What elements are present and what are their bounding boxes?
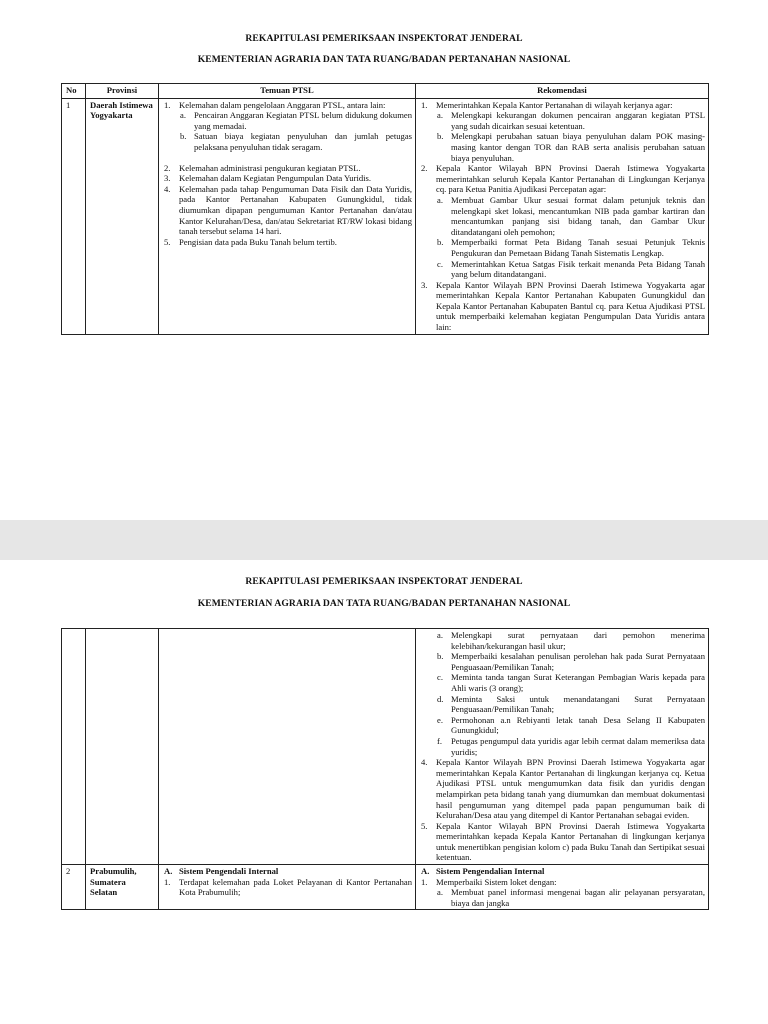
list-item <box>436 672 705 693</box>
list-marker: 3. <box>421 279 428 290</box>
temuan-cell <box>159 865 416 910</box>
list-item <box>163 163 412 174</box>
recommendation-text: Melengkapi perubahan satuan biaya penyuluhan dalam POK masing-masing kantor dengan TOR dan RAB serta analisis perubahan satuan biaya penyuluhan. <box>451 131 705 163</box>
list-marker: a. <box>437 110 443 121</box>
recommendation-text: Membuat panel informasi mengenai bagan alir pelayanan persyaratan, biaya dan jangka <box>451 887 705 908</box>
section-heading <box>420 866 705 877</box>
document-page-2 <box>0 560 768 1024</box>
list-marker: a. <box>437 630 443 640</box>
list-item <box>179 110 412 131</box>
col-header-rekomendasi: Rekomendasi <box>416 84 709 99</box>
recommendation-text: Meminta tanda tangan Surat Keterangan Pembagian Waris kepada para Ahli waris (3 orang); <box>451 672 705 693</box>
province-name: Prabumulih, Sumatera Selatan <box>86 865 159 910</box>
table-row <box>62 629 709 865</box>
list-item <box>436 131 705 163</box>
list-item <box>436 259 705 280</box>
list-item <box>163 877 412 898</box>
finding-text: Terdapat kelemahan pada Loket Pelayanan di Kantor Pertanahan Kota Prabumulih; <box>179 876 412 898</box>
col-header-temuan: Temuan PTSL <box>159 84 416 99</box>
list-marker: 1. <box>421 876 428 887</box>
province-name <box>86 629 159 865</box>
list-marker: 5. <box>164 236 171 247</box>
temuan-cell <box>159 98 416 334</box>
col-header-provinsi: Provinsi <box>86 84 159 99</box>
list-item <box>436 237 705 258</box>
province-name: Daerah Istimewa Yogyakarta <box>86 98 159 334</box>
list-marker: c. <box>437 258 443 269</box>
list-item <box>436 694 705 715</box>
recommendation-text: Petugas pengumpul data yuridis agar lebih cermat dalam memeriksa data yuridis; <box>451 735 705 757</box>
list-item <box>436 736 705 757</box>
list-item <box>163 237 412 248</box>
rekomendasi-cell <box>416 98 709 334</box>
section-title: Sistem Pengendalian Internal <box>436 866 545 877</box>
list-item <box>163 173 412 184</box>
list-item <box>436 651 705 672</box>
list-item <box>436 110 705 131</box>
list-item <box>436 887 705 908</box>
findings-table-continued <box>61 628 709 910</box>
list-marker: 4. <box>164 183 171 194</box>
row-number: 1 <box>62 98 86 334</box>
ministry-title: KEMENTERIAN AGRARIA DAN TATA RUANG/BADAN PERTANAHAN NASIONAL <box>197 598 571 609</box>
list-marker: b. <box>437 237 444 248</box>
list-marker: a. <box>437 194 443 205</box>
list-marker: e. <box>437 714 443 725</box>
findings-table <box>61 83 709 335</box>
list-item <box>420 280 705 333</box>
list-marker: a. <box>180 110 186 121</box>
list-marker: 1. <box>164 876 171 887</box>
list-marker: b. <box>437 651 444 662</box>
list-marker: 4. <box>421 757 428 768</box>
col-header-no: No <box>62 84 86 99</box>
finding-text: Pengisian data pada Buku Tanah belum tertib. <box>179 236 337 247</box>
table-row <box>62 865 709 910</box>
table-header-row <box>62 84 709 99</box>
list-item <box>436 195 705 237</box>
list-marker: 2. <box>164 162 171 173</box>
finding-text: Kelemahan dalam Kegiatan Pengumpulan Data Yuridis. <box>179 173 372 184</box>
recommendation-text: Membuat Gambar Ukur sesuai format dalam petunjuk teknis dan melengkapi sket lokasi, mencantumkan NIB pada gambar kartiran dan mencantumkan panjang sisi bidang tanah, dan Gambar Ukur ditandatangani oleh pemohon; <box>451 194 705 237</box>
finding-text: Satuan biaya kegiatan penyuluhan dan jumlah petugas pelaksana penyuluhan tidak seragam. <box>194 131 412 152</box>
table-row <box>62 98 709 334</box>
list-marker: A. <box>164 866 173 877</box>
finding-text: Kelemahan administrasi pengukuran kegiatan PTSL. <box>179 162 361 173</box>
list-marker: b. <box>437 131 444 142</box>
list-marker: A. <box>421 866 430 877</box>
rekomendasi-cell <box>416 629 709 865</box>
list-marker: b. <box>180 131 187 142</box>
row-number <box>62 629 86 865</box>
recommendation-text: Meminta Saksi untuk menandatangani Surat Pernyataan Penguasaan/Pemilikan Tanah; <box>451 693 705 715</box>
list-marker: a. <box>437 887 443 898</box>
rekomendasi-cell <box>416 865 709 910</box>
list-marker: d. <box>437 693 444 704</box>
recommendation-text: Melengkapi kekurangan dokumen pencairan anggaran kegiatan PTSL yang sudah dicairkan sesuai ketentuan. <box>451 110 705 131</box>
report-title: REKAPITULASI PEMERIKSAAN INSPEKTORAT JENDERAL <box>245 33 523 44</box>
list-marker: 2. <box>421 163 428 174</box>
recommendation-text: Melengkapi surat pernyataan dari pemohon menerima kelebihan/kekurangan hasil ukur; <box>451 630 705 651</box>
list-item <box>163 100 412 163</box>
list-marker: 1. <box>421 99 428 110</box>
row-number: 2 <box>62 865 86 910</box>
finding-text: Kelemahan pada tahap Pengumuman Data Fisik dan Data Yuridis, pada Kantor Pertanahan Kabupaten Gunungkidul, tidak diumumkan dipapan pengumuman Kantor Pertanahan dan/atau Kantor Kelurahan/Desa, dan/atau Sekretariat RT/RW lokasi bidang tanah tersebut selama 14 hari. <box>179 183 412 237</box>
recommendation-text: Memerintahkan Kepala Kantor Pertanahan di wilayah kerjanya agar: <box>436 99 673 110</box>
temuan-cell <box>159 629 416 865</box>
recommendation-text: Memperbaiki format Peta Bidang Tanah sesuai Petunjuk Teknis Pengukuran dan Pemetaan Bidang Tanah Sistematis Lengkap. <box>451 237 705 258</box>
list-item <box>420 100 705 164</box>
recommendation-text: Kepala Kantor Wilayah BPN Provinsi Daerah Istimewa Yogyakarta memerintahkan seluruh Kepala Kantor Pertanahan di Lingkungan Kerjanya cq. para Ketua Panitia Ajudikasi Percepatan agar: <box>436 163 705 195</box>
list-item <box>436 630 705 651</box>
recommendation-text: Memerintahkan Ketua Satgas Fisik terkait menanda Peta Bidang Tanah yang belum ditandatangani. <box>451 258 705 280</box>
page-gap <box>0 520 768 560</box>
list-item <box>420 163 705 280</box>
section-heading <box>163 866 412 877</box>
list-item <box>420 757 705 821</box>
recommendation-text: Kepala Kantor Wilayah BPN Provinsi Daerah Istimewa Yogyakarta agar memerintahkan Kepala Kantor Pertanahan di lingkungan kerjanya cq. Ketua Ajudikasi PTSL untuk mengumumkan data fisik dan yuridis dengan melampirkan peta bidang tanah yang diumumkan dan membuat dokumentasi hasil pengumuman yang ditempel pada papan pengumuman baik di Kelurahan/Desa atau yang ditempel di Kantor Pertanahan sebagai eviden. <box>436 757 705 821</box>
recommendation-text: Permohonan a.n Rebiyanti letak tanah Desa Selang II Kabupaten Gunungkidul; <box>451 714 705 736</box>
list-marker: c. <box>437 672 443 683</box>
recommendation-text: Memperbaiki kesalahan penulisan perolehan hak pada Surat Pernyataan Penguasaan/Pemilikan Tanah; <box>451 651 705 672</box>
report-title: REKAPITULASI PEMERIKSAAN INSPEKTORAT JENDERAL <box>245 576 523 587</box>
list-marker: f. <box>437 735 443 746</box>
recommendation-text: Kepala Kantor Wilayah BPN Provinsi Daerah Istimewa Yogyakarta memerintahkan kepada Kepala Kantor Pertanahan di lingkungan kerjanya untuk menertibkan pengisian kolom c) pada Buku Tanah dan Sertipikat sesuai ketentuan. <box>436 820 705 863</box>
recommendation-text: Memperbaiki Sistem loket dengan: <box>436 876 557 887</box>
finding-text: Kelemahan dalam pengelolaan Anggaran PTSL, antara lain: <box>179 99 386 110</box>
ministry-title: KEMENTERIAN AGRARIA DAN TATA RUANG/BADAN PERTANAHAN NASIONAL <box>197 54 571 65</box>
recommendation-text: Kepala Kantor Wilayah BPN Provinsi Daerah Istimewa Yogyakarta agar memerintahkan Kepala Kantor Pertanahan Kabupaten Gunungkidul dan Kepala Kantor Pertanahan Kabupaten Bantul cq. para Ketua Ajudikasi PTSL untuk memperbaiki kelemahan kegiatan Pengumpulan Data Yuridis antara lain: <box>436 279 705 333</box>
list-item <box>420 821 705 863</box>
list-marker: 3. <box>164 173 171 184</box>
list-item <box>163 184 412 237</box>
list-marker: 5. <box>421 820 428 831</box>
list-item <box>420 877 705 909</box>
list-marker: 1. <box>164 99 171 110</box>
list-item <box>436 715 705 736</box>
finding-text: Pencairan Anggaran Kegiatan PTSL belum didukung dokumen yang memadai. <box>194 110 412 131</box>
list-item <box>179 131 412 152</box>
section-title: Sistem Pengendali Internal <box>179 866 279 877</box>
